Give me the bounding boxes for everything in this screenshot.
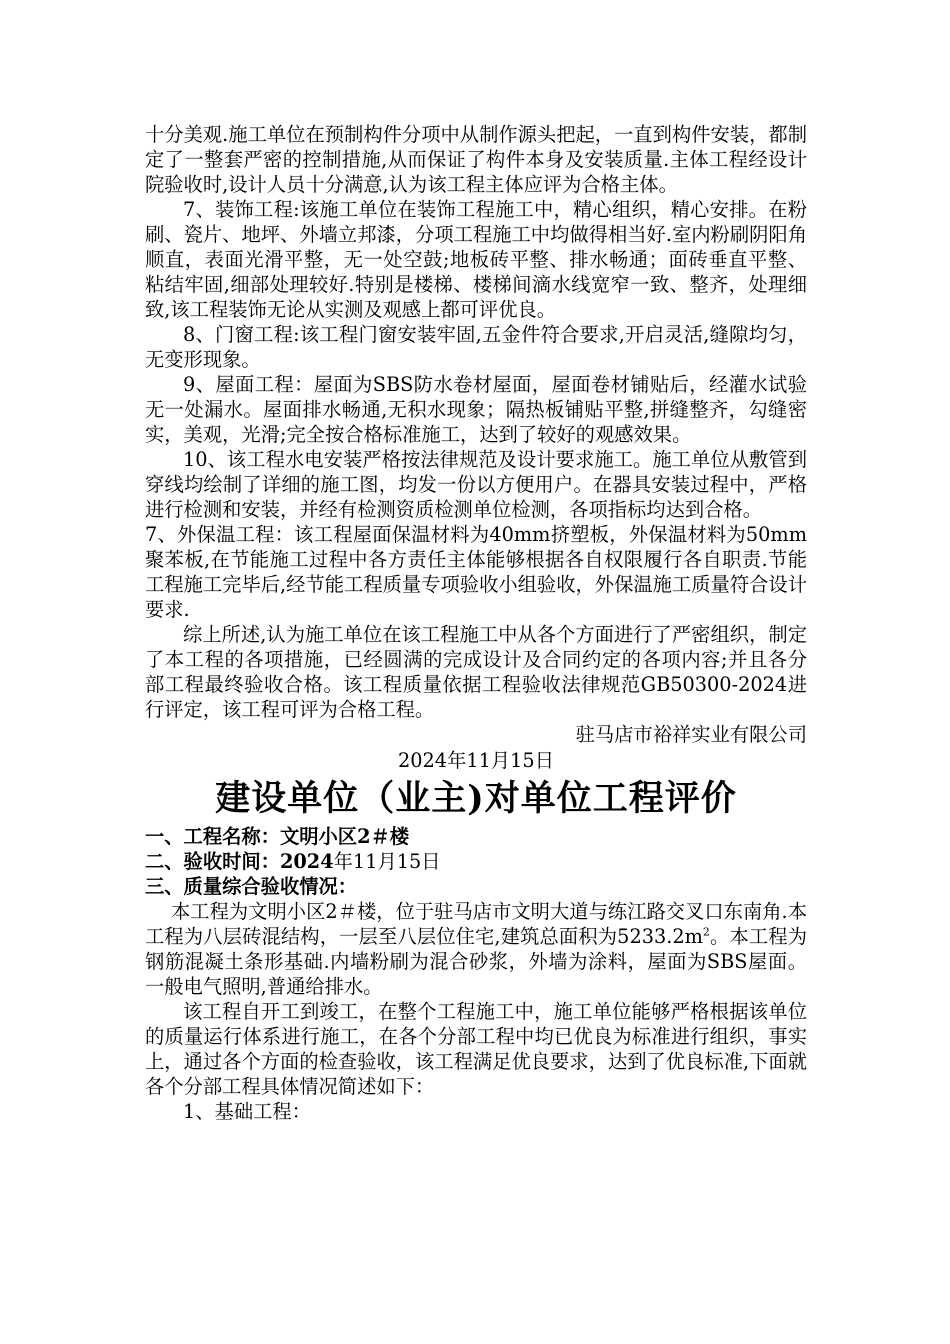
section-title: 建设单位（业主)对单位工程评价 xyxy=(215,778,737,819)
paragraph-construction-process: 该工程自开工到竣工，在整个工程施工中，施工单位能够严格根据该单位的质量运行体系进行施工，在各个分部工程中均已优良为标准进行组织，事实上，通过各个方面的检查验收，该工程满足优良要求，达到了优良标准,下面就各个分部工程具体情况简述如下： xyxy=(145,1000,807,1098)
paragraph-external-insulation: 7、外保温工程：该工程屋面保温材料为40mm挤塑板，外保温材料为50mm聚苯板,在节能施工过程中各方责任主体能够根据各自权限履行各自职责.节能工程施工完毕后,经节能工程质量专项验收小组验收，外保温施工质量符合设计要求. xyxy=(145,523,807,621)
overview-superscript: 2 xyxy=(702,925,710,939)
paragraph-foundation-heading: 1、基础工程： xyxy=(183,1100,311,1123)
paragraph-roofing: 9、屋面工程：屋面为SBS防水卷材屋面，屋面卷材铺贴后，经灌水试验无一处漏水。屋面排水畅通,无积水现象；隔热板铺贴平整,拼缝整齐，勾缝密实，美观，光滑;完全按合格标准施工，达到了较好的观感效果。 xyxy=(145,373,807,446)
paragraph-decoration-works: 7、装饰工程:该施工单位在装饰工程施工中，精心组织，精心安排。在粉刷、瓷片、地坪、外墙立邦漆，分项工程施工中均做得相当好.室内粉刷阴阳角顺直，表面光滑平整，无一处空鼓;地板砖平整、排水畅通；面砖垂直平整、粘结牢固,细部处理较好.特别是楼梯、楼梯间滴水线宽窄一致、整齐，处理细致,该工程装饰无论从实测及观感上都可评优良。 xyxy=(145,198,807,321)
field-acceptance-date-rest: 年11月15日 xyxy=(333,850,441,873)
signature-date: 2024年11月15日 xyxy=(398,749,554,772)
paragraph-project-overview xyxy=(145,899,807,999)
paragraph-summary: 综上所述,认为施工单位在该工程施工中从各个方面进行了严密组织，制定了本工程的各项措施，已经圆满的完成设计及合同约定的各项内容;并且各分部工程最终验收合格。该工程质量依据工程验收法律规范GB50300-2024进行评定，该工程可评为合格工程。 xyxy=(145,623,807,721)
field-quality-acceptance: 三、质量综合验收情况： xyxy=(145,875,358,898)
paragraph-mep-installation: 10、该工程水电安装严格按法律规范及设计要求施工。施工单位从敷管到穿线均绘制了详细的施工图，均发一份以方便用户。在器具安装过程中，严格进行检测和安装，并经有检测资质检测单位检测，各项指标均达到合格。 xyxy=(145,448,807,521)
overview-text-before: 本工程为文明小区2＃楼，位于驻马店市文明大道与练江路交叉口东南角.本工程为八层砖混结构，一层至八层位住宅,建筑总面积为5233.2m xyxy=(145,900,807,948)
field-acceptance-date xyxy=(145,849,807,874)
paragraph-structure-continued: 十分美观.施工单位在预制构件分项中从制作源头把起，一直到构件安装，都制定了一整套严密的控制措施,从而保证了构件本身及安装质量.主体工程经设计院验收时,设计人员十分满意,认为该工程主体应评为合格主体。 xyxy=(145,123,807,196)
field-acceptance-date-label: 二、验收时间：2024 xyxy=(145,850,334,873)
paragraph-doors-windows: 8、门窗工程:该工程门窗安装牢固,五金件符合要求,开启灵活,缝隙均匀，无变形现象。 xyxy=(145,323,807,371)
signature-company: 驻马店市裕祥实业有限公司 xyxy=(575,723,807,746)
overview-text-after: 。本工程为钢筋混凝土条形基础.内墙粉刷为混合砂浆，外墙为涂料，屋面为SBS屋面。一般电气照明,普通给排水。 xyxy=(145,925,807,998)
field-project-name: 一、工程名称：文明小区2＃楼 xyxy=(145,825,410,848)
document-body xyxy=(145,122,807,1124)
